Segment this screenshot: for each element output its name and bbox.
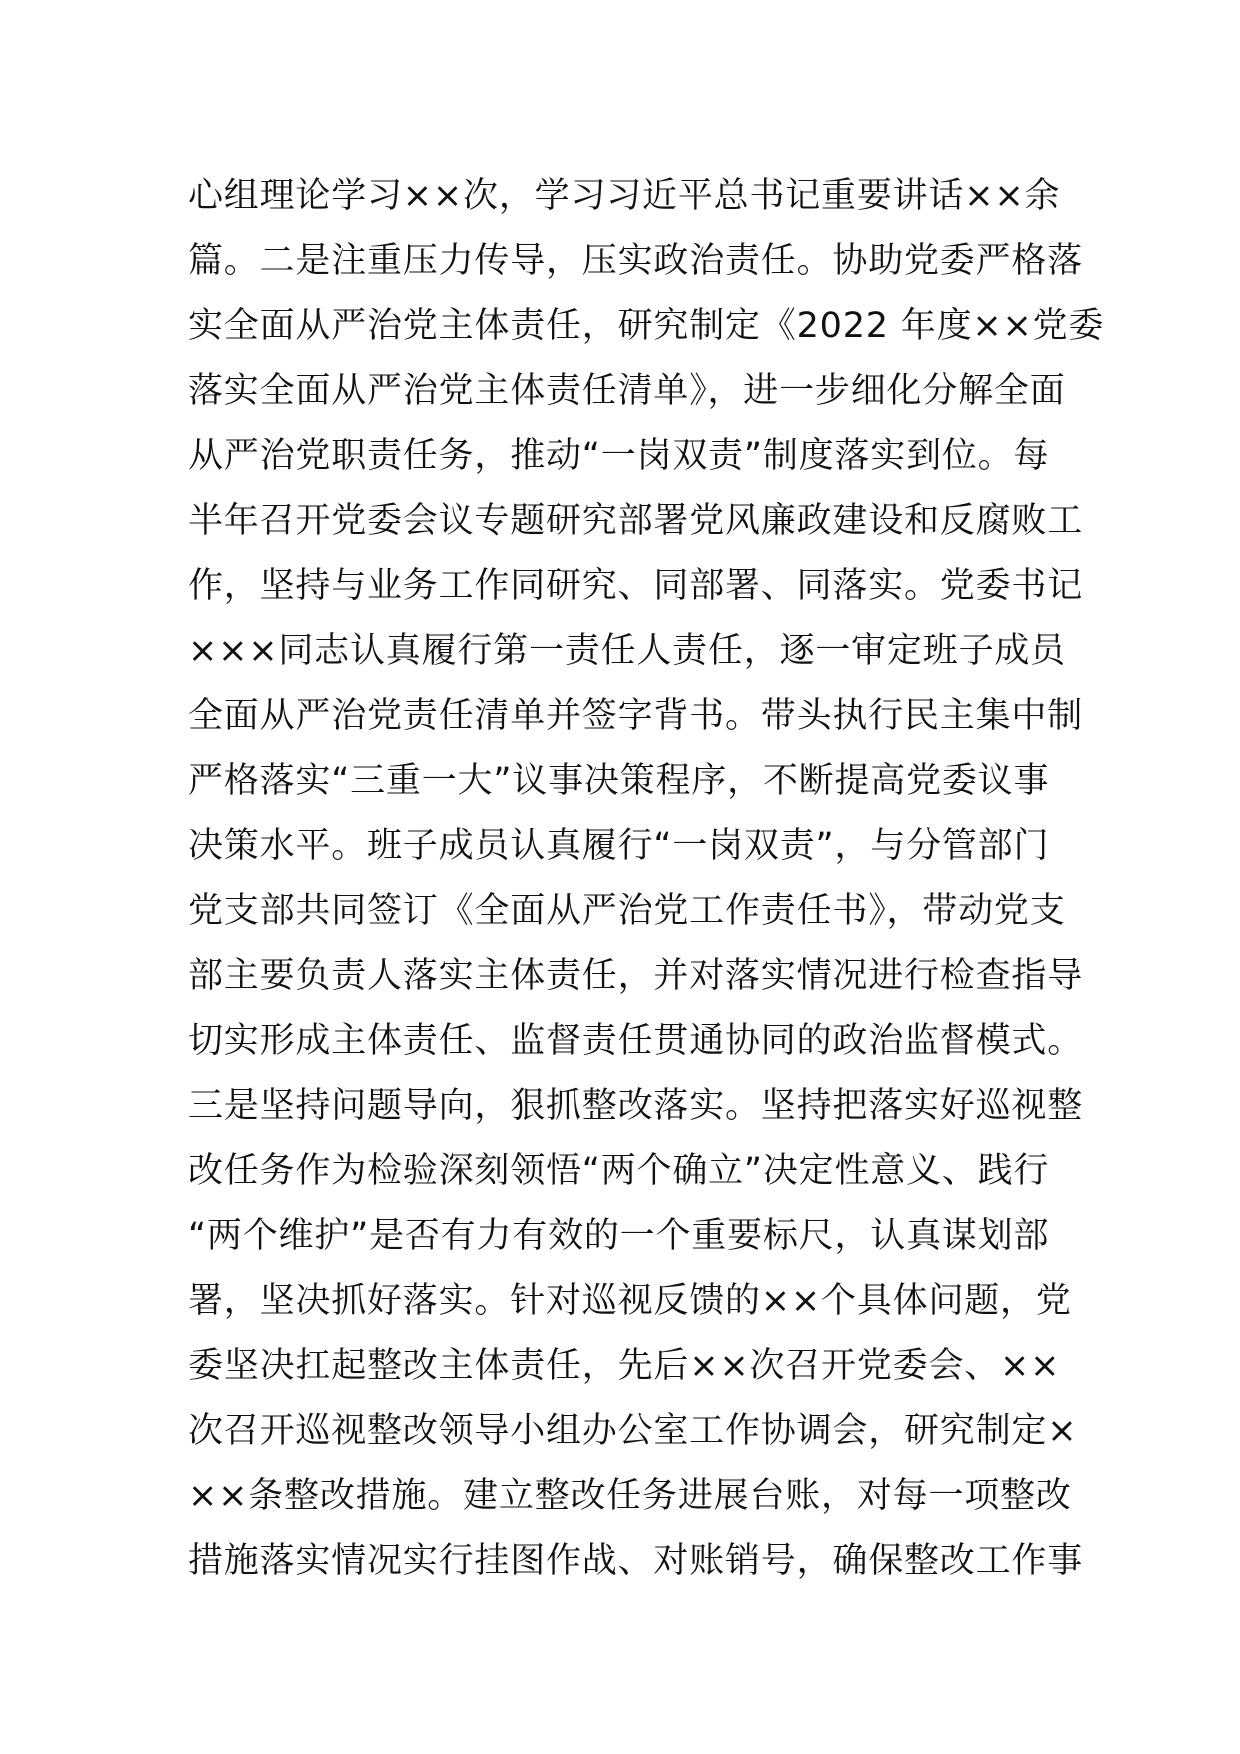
text-line: 实全面从严治党主体责任，研究制定《2022 年度××党委 (188, 306, 1105, 346)
text-line: 切实形成主体责任、监督责任贯通协同的政治监督模式。 (188, 1021, 1084, 1061)
text-line: 篇。二是注重压力传导，压实政治责任。协助党委严格落 (188, 241, 1084, 281)
text-line: 落实全面从严治党主体责任清单》，进一步细化分解全面 (188, 371, 1066, 411)
text-line: 从严治党职责任务，推动“一岗双责”制度落实到位。每 (188, 436, 1050, 476)
text-line: 次召开巡视整改领导小组办公室工作协调会，研究制定× (188, 1411, 1078, 1451)
text-line: 作，坚持与业务工作同研究、同部署、同落实。党委书记 (188, 566, 1084, 606)
text-line: 改任务作为检验深刻领悟“两个确立”决定性意义、践行 (188, 1151, 1050, 1191)
text-line: 措施落实情况实行挂图作战、对账销号，确保整改工作事 (188, 1541, 1084, 1581)
text-line: “两个维护”是否有力有效的一个重要标尺，认真谋划部 (188, 1216, 1050, 1256)
text-line: 严格落实“三重一大”议事决策程序，不断提高党委议事 (188, 761, 1050, 801)
text-line: 部主要负责人落实主体责任，并对落实情况进行检查指导 (188, 956, 1084, 996)
text-line: 三是坚持问题导向，狠抓整改落实。坚持把落实好巡视整 (188, 1086, 1084, 1126)
text-line: ×××同志认真履行第一责任人责任，逐一审定班子成员 (188, 631, 1066, 671)
text-line: 委坚决扛起整改主体责任，先后××次召开党委会、×× (188, 1346, 1061, 1386)
text-line: 署，坚决抓好落实。针对巡视反馈的××个具体问题，党 (188, 1281, 1072, 1321)
text-line: 全面从严治党责任清单并签字背书。带头执行民主集中制 (188, 696, 1084, 736)
text-line: 党支部共同签订《全面从严治党工作责任书》，带动党支 (188, 891, 1066, 931)
text-line: 半年召开党委会议专题研究部署党风廉政建设和反腐败工 (188, 501, 1084, 541)
body-text (188, 164, 1105, 1594)
text-line: 决策水平。班子成员认真履行“一岗双责”，与分管部门 (188, 826, 1050, 866)
text-line: ××条整改措施。建立整改任务进展台账，对每一项整改 (188, 1476, 1072, 1516)
text-line: 心组理论学习××次，学习习近平总书记重要讲话××余 (188, 176, 1061, 216)
